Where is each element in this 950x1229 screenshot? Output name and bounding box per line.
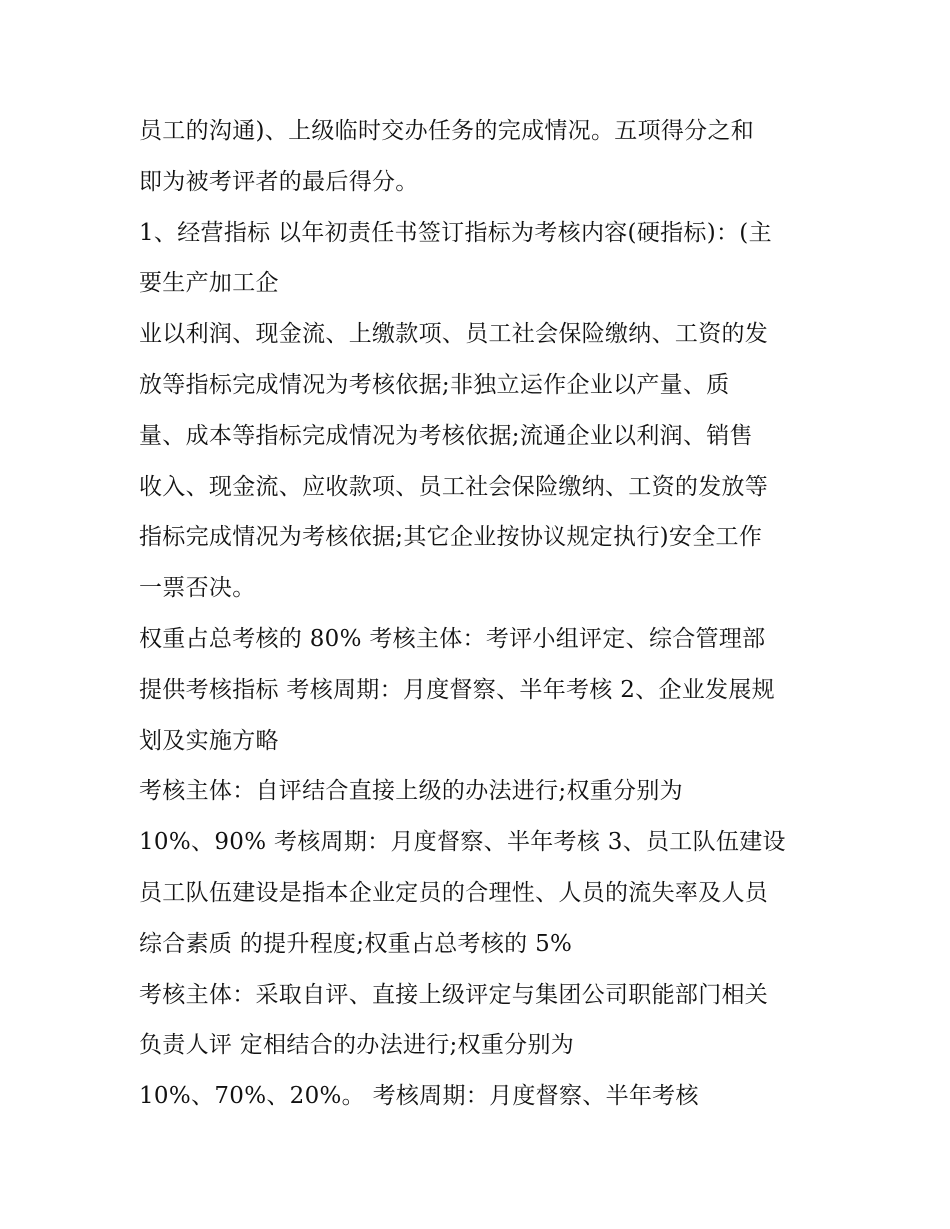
text-line: 负责人评 定相结合的办法进行;权重分别为 <box>139 1032 575 1059</box>
text-line: 考核主体：采取自评、直接上级评定与集团公司职能部门相关 <box>139 981 769 1008</box>
text-line: 业以利润、现金流、上缴款项、员工社会保险缴纳、工资的发 <box>139 321 769 348</box>
text-line: 考核主体：自评结合直接上级的办法进行;权重分别为 <box>139 778 683 805</box>
text-line: 放等指标完成情况为考核依据;非独立运作企业以产量、质 <box>139 371 730 398</box>
document-body <box>139 106 839 1122</box>
text-line: 指标完成情况为考核依据;其它企业按协议规定执行)安全工作 <box>139 524 763 551</box>
text-line: 提供考核指标 考核周期：月度督察、半年考核 2、企业发展规 <box>139 676 775 703</box>
text-line: 10%、90% 考核周期：月度督察、半年考核 3、员工队伍建设 <box>139 829 786 856</box>
text-line: 即为被考评者的最后得分。 <box>139 168 419 195</box>
text-line: 量、成本等指标完成情况为考核依据;流通企业以利润、销售 <box>139 422 753 449</box>
text-line: 综合素质 的提升程度;权重占总考核的 5% <box>139 930 573 957</box>
text-line: 权重占总考核的 80% 考核主体：考评小组评定、综合管理部 <box>139 625 766 652</box>
text-line: 员工队伍建设是指本企业定员的合理性、人员的流失率及人员 <box>139 879 769 906</box>
text-line: 收入、现金流、应收款项、员工社会保险缴纳、工资的发放等 <box>139 473 769 500</box>
text-line: 一票否决。 <box>139 575 256 602</box>
text-line: 员工的沟通)、上级临时交办任务的完成情况。五项得分之和 <box>139 118 755 144</box>
text-line: 要生产加工企 <box>139 270 279 297</box>
text-line: 10%、70%、20%。 考核周期：月度督察、半年考核 <box>139 1083 699 1110</box>
text-line: 划及实施方略 <box>139 727 279 754</box>
text-line: 1、经营指标 以年初责任书签订指标为考核内容(硬指标)：(主 <box>139 219 772 246</box>
